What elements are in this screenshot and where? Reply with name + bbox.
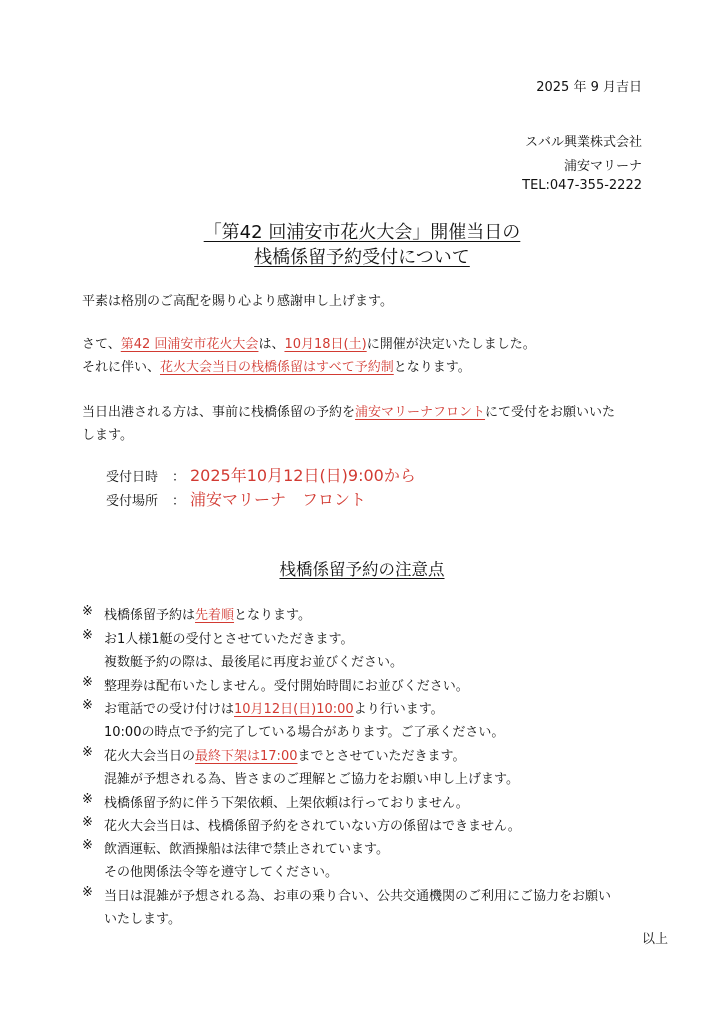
reception-place-separator: ： bbox=[172, 494, 186, 509]
note-4-lead: お電話での受け付けは bbox=[104, 702, 235, 717]
note-2-text: お1人様1艇の受付とさせていただきます。 bbox=[104, 632, 354, 647]
p2-lead: それに伴い、 bbox=[82, 360, 161, 375]
note-8-text: 飲酒運転、飲酒操船は法律で禁止されています。 bbox=[104, 842, 389, 857]
reception-place-label: 受付場所 bbox=[106, 494, 159, 509]
greeting-text: 平素は格別のご高配を賜り心より感謝申し上げます。 bbox=[82, 294, 393, 309]
company-name: スバル興業株式会社 bbox=[524, 135, 642, 150]
document-date: 2025 年 9 月吉日 bbox=[536, 80, 642, 95]
p3-tail: にて受付をお願いいた bbox=[485, 405, 616, 420]
p2-tail: となります。 bbox=[393, 360, 471, 375]
notes-heading bbox=[0, 556, 724, 580]
note-mark: ※ bbox=[82, 885, 93, 900]
note-mark: ※ bbox=[82, 815, 93, 830]
note-4-continuation: 10:00の時点で予約完了している場合があります。ご了承ください。 bbox=[104, 725, 505, 740]
note-2-continuation: 複数艇予約の際は、最後尾に再度お並びください。 bbox=[104, 655, 404, 670]
note-mark: ※ bbox=[82, 792, 93, 807]
note-4-text bbox=[104, 698, 444, 717]
reception-place-value: 浦安マリーナ フロント bbox=[190, 490, 367, 509]
page-title-line2 bbox=[0, 243, 724, 269]
event-date-highlight: 10月18日(土) bbox=[284, 337, 367, 352]
p3-lead: 当日出港される方は、事前に栈橋係留の予約を bbox=[82, 405, 356, 420]
title-line1-text: 「第42 回浦安市花火大会」開催当日の bbox=[203, 222, 521, 243]
last-launch-highlight: 最終下架は17:00 bbox=[195, 749, 298, 764]
note-1-text bbox=[104, 604, 311, 623]
p1-tail: に開催が決定いたしました。 bbox=[366, 337, 536, 352]
event-name-highlight: 第42 回浦安市花火大会 bbox=[120, 337, 259, 352]
note-3-text: 整理券は配布いたしません。受付開始時間にお並びください。 bbox=[104, 679, 469, 694]
reception-date-separator: ： bbox=[172, 470, 186, 485]
note-8-continuation: その他関係法令等を遵守してください。 bbox=[104, 865, 339, 880]
note-mark: ※ bbox=[82, 604, 93, 619]
title-line2-text: 栈橋係留予約受付について bbox=[254, 247, 470, 268]
note-mark: ※ bbox=[82, 745, 93, 760]
reception-date-label: 受付日時 bbox=[106, 470, 159, 485]
first-come-highlight: 先着順 bbox=[195, 608, 235, 623]
note-mark: ※ bbox=[82, 675, 93, 690]
p1-particle: は、 bbox=[258, 337, 285, 352]
note-9-text: 当日は混雑が予想される為、お車の乗り合い、公共交通機関のご利用にご協力をお願い bbox=[104, 889, 612, 904]
p1-lead: さて、 bbox=[82, 337, 121, 352]
note-9-continuation: いたします。 bbox=[104, 912, 181, 927]
closing-text: 以上 bbox=[641, 932, 668, 947]
note-6-text: 栈橋係留予約に伴う下架依頼、上架依頼は行っておりません。 bbox=[104, 796, 469, 811]
note-5-continuation: 混雑が予想される為、皆さまのご理解とご協力をお願い申し上げます。 bbox=[104, 772, 519, 787]
paragraph-front-desk-cont: します。 bbox=[82, 428, 133, 443]
note-7-text: 花火大会当日は、栈橋係留予約をされていない方の係留はできません。 bbox=[104, 819, 521, 834]
note-5-text bbox=[104, 745, 465, 764]
note-5-lead: 花火大会当日の bbox=[104, 749, 196, 764]
note-mark: ※ bbox=[82, 698, 93, 713]
paragraph-front-desk bbox=[82, 401, 615, 420]
reservation-only-highlight: 花火大会当日の栈橋係留はすべて予約制 bbox=[160, 360, 394, 375]
note-1-lead: 栈橋係留予約は bbox=[104, 608, 196, 623]
note-mark: ※ bbox=[82, 838, 93, 853]
phone-number: TEL:047-355-2222 bbox=[522, 178, 642, 193]
page-title-line1 bbox=[0, 218, 724, 244]
paragraph-event-date bbox=[82, 333, 536, 352]
note-4-tail: より行います。 bbox=[353, 702, 444, 717]
marina-name: 浦安マリーナ bbox=[563, 159, 642, 174]
notes-heading-text: 栈橋係留予約の注意点 bbox=[279, 560, 445, 579]
phone-date-highlight: 10月12日(日)10:00 bbox=[234, 702, 354, 717]
note-5-tail: までとさせていただきます。 bbox=[297, 749, 466, 764]
reception-date-value: 2025年10月12日(日)9:00から bbox=[190, 466, 416, 485]
note-mark: ※ bbox=[82, 628, 93, 643]
note-1-tail: となります。 bbox=[234, 608, 311, 623]
front-desk-highlight: 浦安マリーナフロント bbox=[355, 405, 486, 420]
paragraph-reservation-only bbox=[82, 356, 471, 375]
